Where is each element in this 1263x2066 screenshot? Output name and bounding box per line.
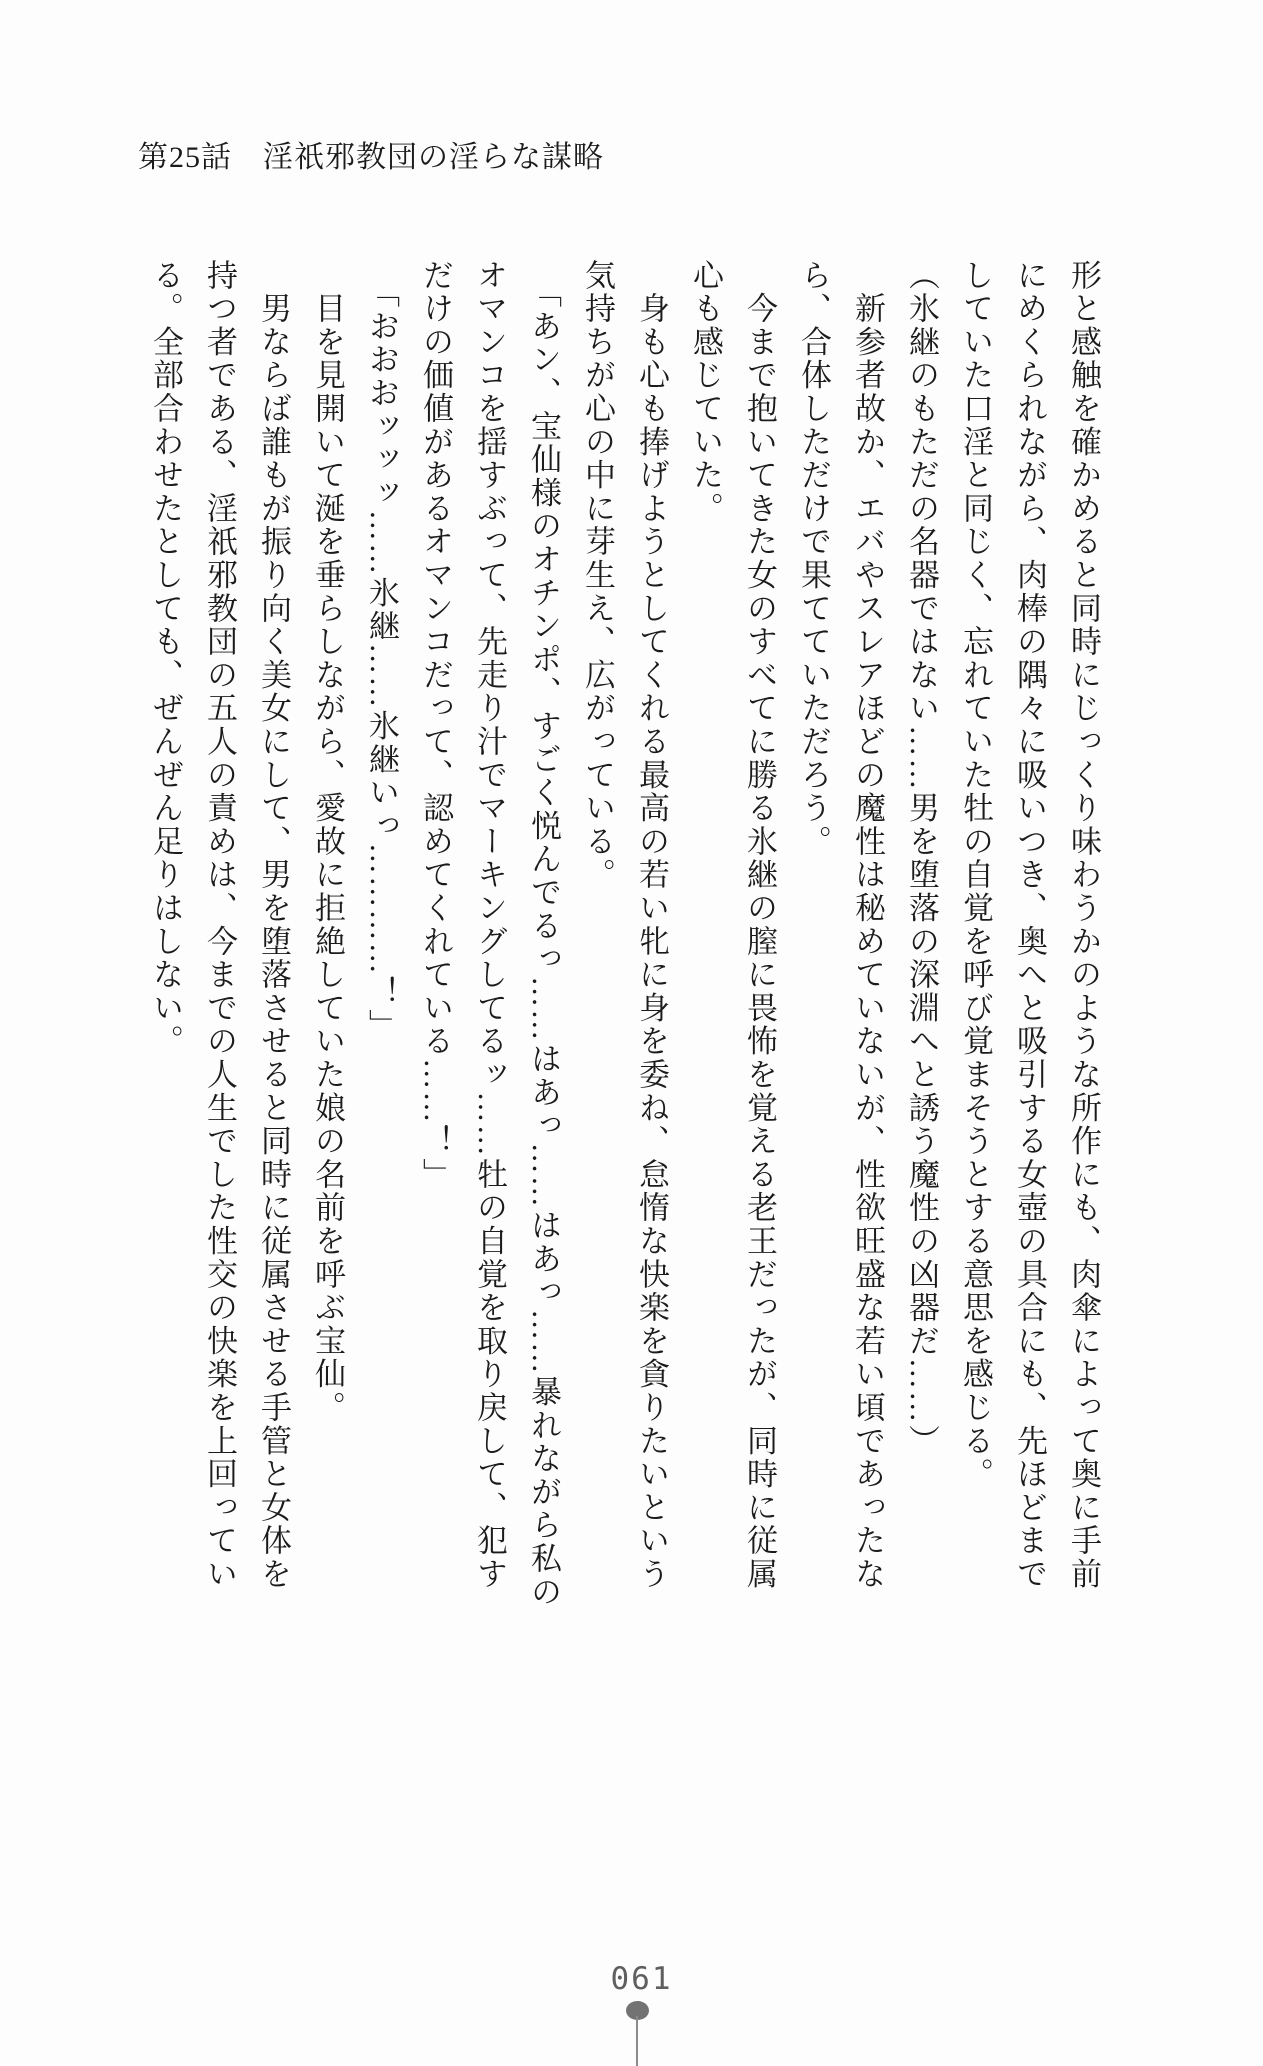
chapter-header: 第25話 淫祇邪教団の淫らな謀略: [138, 141, 604, 174]
text-line: 「あン、宝仙様のオチンポ、すごく悦んでるっ……はあっ……はあっ……暴れながら私の: [526, 259, 561, 1609]
text-line: 持つ者である、淫祇邪教団の五人の責めは、今までの人生でした性交の快楽を上回ってい: [202, 259, 237, 1591]
text-line: 心も感じていた。: [688, 259, 723, 526]
text-line: していた口淫と同じく、忘れていた牡の自覚を呼び覚まそうとする意思を感じる。: [958, 259, 993, 1492]
text-line: オマンコを揺すぶって、先走り汁でマーキングしてるッ……牡の自覚を取り戻して、犯す: [472, 259, 507, 1591]
text-line: 形と感触を確かめると同時にじっくり味わうかのような所作にも、肉傘によって奥に手前: [1066, 259, 1101, 1591]
page-number: 061: [610, 1961, 673, 1997]
text-line: ら、合体しただけで果てていただろう。: [796, 259, 831, 859]
body-text: [138, 259, 1110, 1624]
text-line: 目を見開いて涎を垂らしながら、愛故に拒絶していた娘の名前を呼ぶ宝仙。: [310, 259, 345, 1425]
text-line: 「おおおッッッ……氷継……氷継いっ…………！」: [364, 259, 399, 1043]
footer-line-marker: [636, 2016, 638, 2066]
text-line: る。全部合わせたとしても、ぜんぜん足りはしない。: [148, 259, 183, 1059]
text-line: 気持ちが心の中に芽生え、広がっている。: [580, 259, 615, 892]
text-line: 今まで抱いてきた女のすべてに勝る氷継の膣に畏怖を覚える老王だったが、同時に従属: [742, 259, 777, 1591]
text-line: だけの価値があるオマンコだって、認めてくれている……！」: [418, 259, 453, 1192]
text-line: （氷継のもただの名器ではない……男を堕落の深淵へと誘う魔性の凶器だ……）: [904, 259, 939, 1458]
text-line: にめくられながら、肉棒の隅々に吸いつき、奥へと吸引する女壺の具合にも、先ほどまで: [1012, 259, 1047, 1591]
text-line: 身も心も捧げようとしてくれる最高の若い牝に身を委ね、怠惰な快楽を貪りたいという: [634, 259, 669, 1591]
text-line: 男ならば誰もが振り向く美女にして、男を堕落させると同時に従属させる手管と女体を: [256, 259, 291, 1591]
text-line: 新参者故か、エバやスレアほどの魔性は秘めていないが、性欲旺盛な若い頃であったな: [850, 259, 885, 1591]
